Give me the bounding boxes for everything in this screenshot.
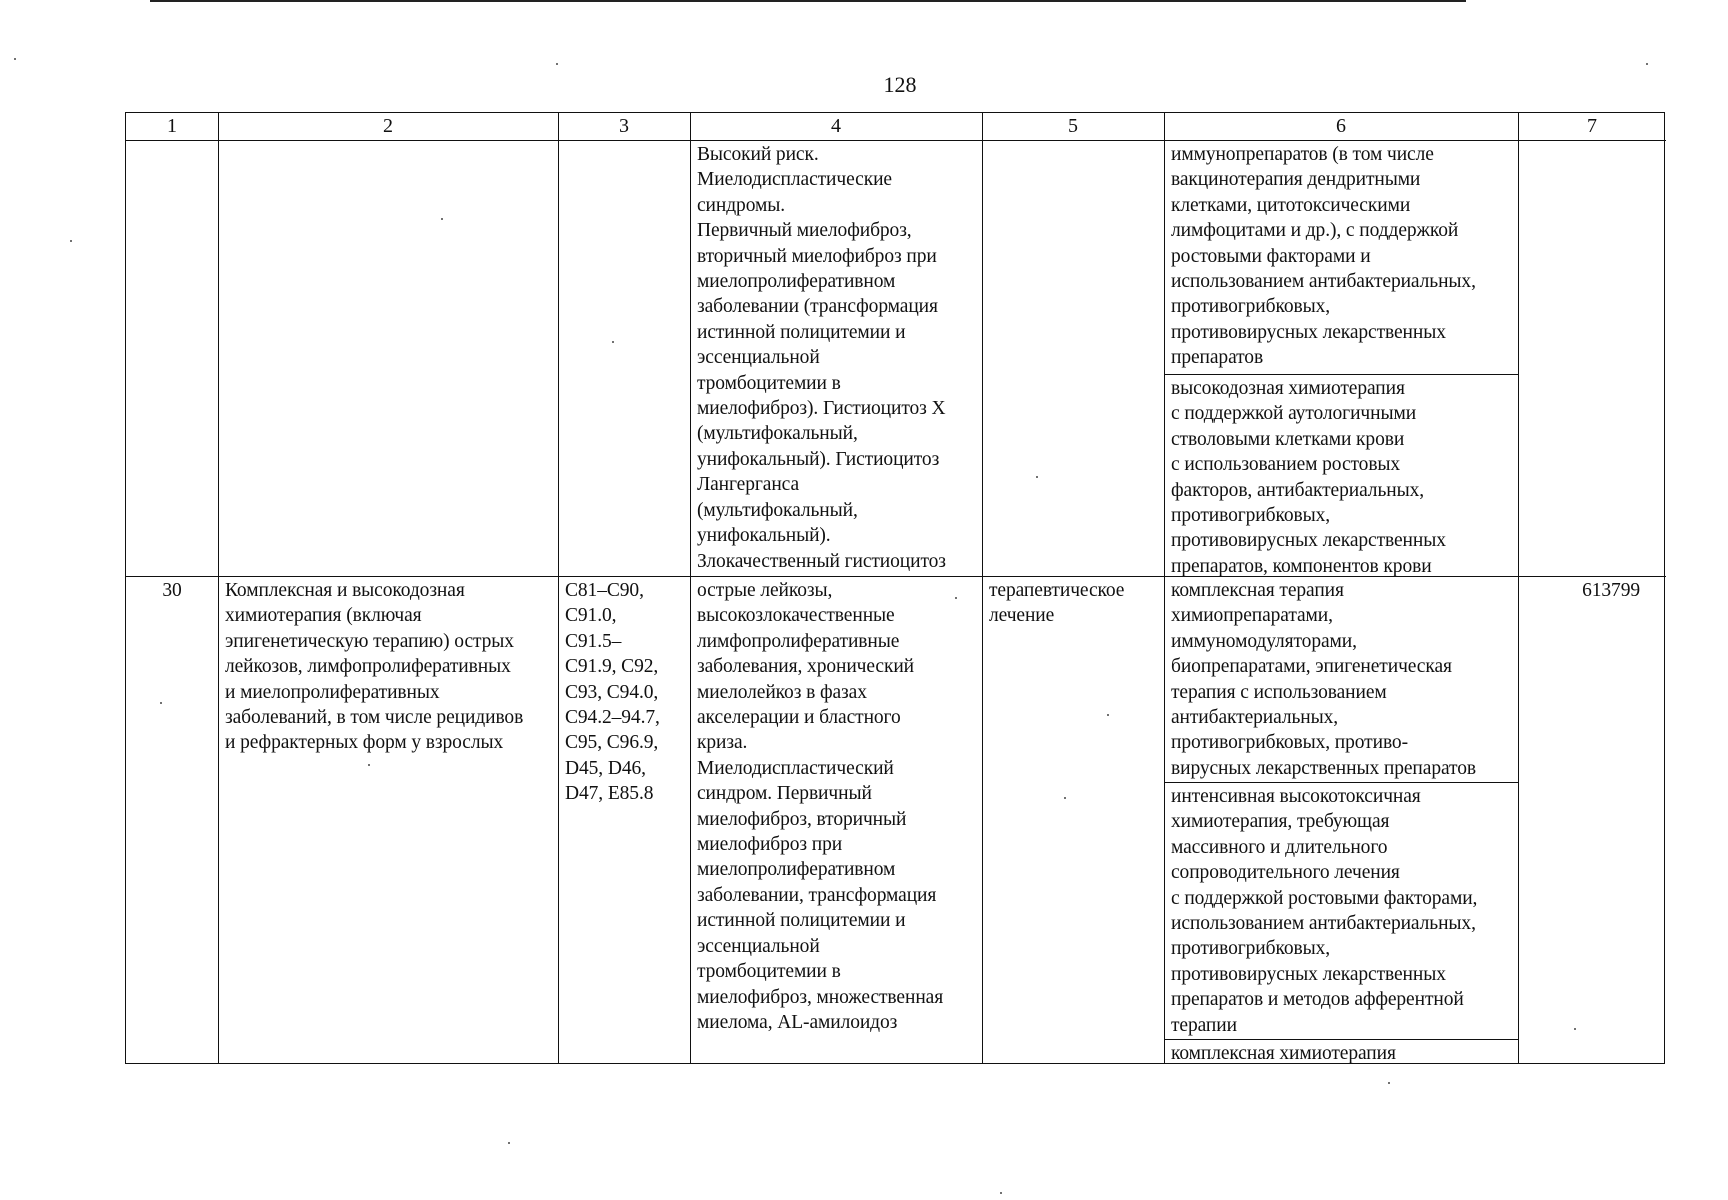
top-border-rule — [150, 0, 1466, 2]
cost-cell: 613799 — [1582, 580, 1640, 601]
column-divider — [558, 113, 559, 1063]
column-header-1: 1 — [167, 115, 177, 137]
column-header-3: 3 — [619, 115, 629, 137]
column-header-6: 6 — [1336, 115, 1346, 137]
scan-speck — [14, 58, 16, 60]
scan-speck — [1646, 63, 1648, 65]
cell-subdivider — [1164, 782, 1518, 783]
complex-chemotherapy-cell: комплексная химиотерапия — [1171, 1043, 1396, 1064]
row-number-cell: 30 — [162, 580, 182, 601]
intensive-chemotherapy-cell: интенсивная высокотоксичная химиотерапия, требующая массивного и длительного сопроводительного лечения с поддержкой ростовыми факторами, использованием антибактериальных, противогрибковых, противовирусных лекарственных препаратов и методов афферентной терапии — [1171, 786, 1478, 1036]
diagnosis-cell: острые лейкозы, высокозлокачественные лимфопролиферативные заболевания, хронический миелолейкоз в фазах акселерации и бластного криза. Миелодиспластический синдром. Первичный миелофиброз, вторичный миелофиброз при миелопролиферативном заболевании, трансформация истинной полицитемии и эссенциальной тромбоцитемии в миелофиброз, множественная миелома, AL-амилоидоз — [697, 580, 944, 1033]
treatment-kind-cell: терапевтическое лечение — [989, 580, 1125, 627]
cell-subdivider — [1164, 374, 1518, 375]
cell-subdivider — [1164, 1039, 1518, 1040]
continued-treatment-cell: иммунопрепаратов (в том числе вакцинотерапия дендритными клетками, цитотоксическими лимфоцитами и др.), с поддержкой ростовыми факторами и использованием антибактериальных, противогрибковых, противовирусных лекарственных препаратов — [1171, 144, 1476, 369]
scan-speck — [1000, 1192, 1002, 1194]
column-divider — [982, 113, 983, 1063]
scan-speck — [508, 1142, 510, 1144]
scan-speck — [556, 63, 558, 65]
column-header-5: 5 — [1068, 115, 1078, 137]
scan-speck — [70, 240, 72, 242]
page-number: 128 — [883, 72, 917, 97]
column-divider — [218, 113, 219, 1063]
continued-diagnosis-cell: Высокий риск. Миелодиспластические синдромы. Первичный миелофиброз, вторичный миелофиброз при миелопролиферативном заболевании (трансформация истинной полицитемии и эссенциальной тромбоцитемии в миелофиброз). Гистиоцитоз X (мультифокальный, унифокальный). Гистиоцитоз Лангерганса (мультифокальный, унифокальный). Злокачественный гистиоцитоз — [697, 144, 946, 572]
scan-speck — [1388, 1082, 1390, 1084]
medical-care-table — [125, 112, 1665, 1064]
header-row-divider — [126, 140, 1666, 141]
high-dose-chemotherapy-cell: высокодозная химиотерапия с поддержкой аутологичными стволовыми клетками крови с использованием ростовых факторов, антибактериальных, противогрибковых, противовирусных лекарственных препаратов, компонентов крови — [1171, 378, 1446, 577]
column-header-4: 4 — [831, 115, 841, 137]
column-divider — [1164, 113, 1165, 1063]
icd-codes-cell: C81–C90, C91.0, C91.5– C91.9, C92, C93, C94.0, C94.2–94.7, C95, C96.9, D45, D46, D47, E85.8 — [565, 580, 660, 805]
column-header-7: 7 — [1587, 115, 1597, 137]
care-type-cell: Комплексная и высокодозная химиотерапия (включая эпигенетическую терапию) острых лейкозов, лимфопролиферативных и миелопролиферативных заболеваний, в том числе рецидивов и рефрактерных форм у взрослых — [225, 580, 524, 754]
column-header-2: 2 — [383, 115, 393, 137]
complex-therapy-cell: комплексная терапия химиопрепаратами, иммуномодуляторами, биопрепаратами, эпигенетическая терапия с использованием антибактериальных, противогрибковых, противо- вирусных лекарственных препаратов — [1171, 580, 1476, 779]
column-divider — [690, 113, 691, 1063]
